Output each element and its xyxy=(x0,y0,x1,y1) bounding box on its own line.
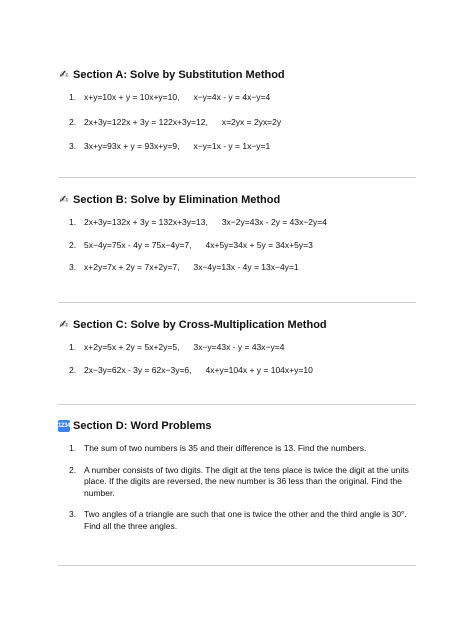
equation-1: x+2y=7x + 2y = 7x+2y=7, xyxy=(84,262,180,272)
list-item: 3. 3x+y=93x + y = 93x+y=9, x−y=1x - y = 1x−y=1 xyxy=(69,141,271,151)
equation-1: 2x+3y=122x + 3y = 122x+3y=12, xyxy=(84,116,208,127)
equation-2: x−y=4x - y = 4x−y=4 xyxy=(193,92,271,102)
input-numbers-icon: 1234 xyxy=(58,420,70,432)
list-item: 2. 2x−3y=62x - 3y = 62x−3y=6, 4x+y=104x + y = 104x+y=10 xyxy=(69,364,313,375)
section-d xyxy=(58,419,416,542)
equation-2: 4x+y=104x + y = 104x+y=10 xyxy=(205,364,313,375)
list-item: 2. 5x−4y=75x - 4y = 75x−4y=7, 4x+5y=34x + 5y = 34x+5y=3 xyxy=(69,239,313,250)
equation-2: 3x−2y=43x - 2y = 43x−2y=4 xyxy=(221,217,327,227)
section-c xyxy=(58,318,416,387)
equation-2: x−y=1x - y = 1x−y=1 xyxy=(193,141,271,151)
word-problem-text: Two angles of a triangle are such that one is twice the other and the third angle is 30°. Find all the three angles. xyxy=(84,509,407,531)
section-a xyxy=(58,68,416,166)
section-divider xyxy=(58,177,416,178)
list-item: 1. The sum of two numbers is 35 and their difference is 13. Find the numbers. xyxy=(69,443,367,453)
section-divider xyxy=(58,302,416,303)
section-a-list xyxy=(58,92,416,153)
list-item: 2. 2x+3y=122x + 3y = 122x+3y=12, x=2yx = 2yx=2y xyxy=(69,116,282,127)
writing-hand-icon: ✍ xyxy=(59,319,69,331)
word-problem-text: The sum of two numbers is 35 and their difference is 13. Find the numbers. xyxy=(84,443,367,453)
writing-hand-icon: ✍ xyxy=(59,69,69,81)
section-b-title: Section B: Solve by Elimination Method xyxy=(73,194,281,206)
equation-1: 3x+y=93x + y = 93x+y=9, xyxy=(84,141,180,151)
section-c-heading xyxy=(58,318,416,332)
section-divider xyxy=(58,404,416,405)
section-b-heading xyxy=(58,193,416,207)
equation-2: 3x−y=43x - y = 43x−y=4 xyxy=(193,342,285,352)
equation-1: 2x−3y=62x - 3y = 62x−3y=6, xyxy=(84,364,192,375)
section-d-heading xyxy=(58,419,416,433)
equation-2: 4x+5y=34x + 5y = 34x+5y=3 xyxy=(205,239,313,250)
equation-1: x+2y=5x + 2y = 5x+2y=5, xyxy=(84,342,180,352)
equation-1: 5x−4y=75x - 4y = 75x−4y=7, xyxy=(84,239,192,250)
section-c-title: Section C: Solve by Cross-Multiplication Method xyxy=(73,319,327,331)
list-item: 1. x+y=10x + y = 10x+y=10, x−y=4x - y = 4x−y=4 xyxy=(69,92,271,102)
word-problem-text: A number consists of two digits. The digit at the tens place is twice the digit at the units place. If the digits are reversed, the new number is 36 less than the original. Find the number. xyxy=(84,464,409,498)
equation-1: 2x+3y=132x + 3y = 132x+3y=13, xyxy=(84,217,208,227)
equation-2: 3x−4y=13x - 4y = 13x−4y=1 xyxy=(193,262,299,272)
section-b xyxy=(58,193,416,285)
list-item: 1. x+2y=5x + 2y = 5x+2y=5, 3x−y=43x - y = 43x−y=4 xyxy=(69,342,285,352)
section-a-heading xyxy=(58,68,416,82)
equation-2: x=2yx = 2yx=2y xyxy=(221,116,282,127)
section-divider xyxy=(58,565,416,566)
list-item: 1. 2x+3y=132x + 3y = 132x+3y=13, 3x−2y=43x - 2y = 43x−2y=4 xyxy=(69,217,327,227)
section-b-list xyxy=(58,217,416,274)
list-item: 3. Two angles of a triangle are such that one is twice the other and the third angle is 30°. Find all the three angles. xyxy=(69,509,407,531)
list-item: 3. x+2y=7x + 2y = 7x+2y=7, 3x−4y=13x - 4y = 13x−4y=1 xyxy=(69,262,299,272)
equation-1: x+y=10x + y = 10x+y=10, xyxy=(84,92,180,102)
section-a-title: Section A: Solve by Substitution Method xyxy=(73,69,285,81)
writing-hand-icon: ✍ xyxy=(59,194,69,206)
list-item: 2. A number consists of two digits. The digit at the tens place is twice the digit at the units place. If the digits are reversed, the new number is 36 less than the original. Find the number. xyxy=(69,464,409,498)
section-c-list xyxy=(58,342,416,376)
section-d-title: Section D: Word Problems xyxy=(73,420,212,432)
section-d-list xyxy=(58,443,416,532)
